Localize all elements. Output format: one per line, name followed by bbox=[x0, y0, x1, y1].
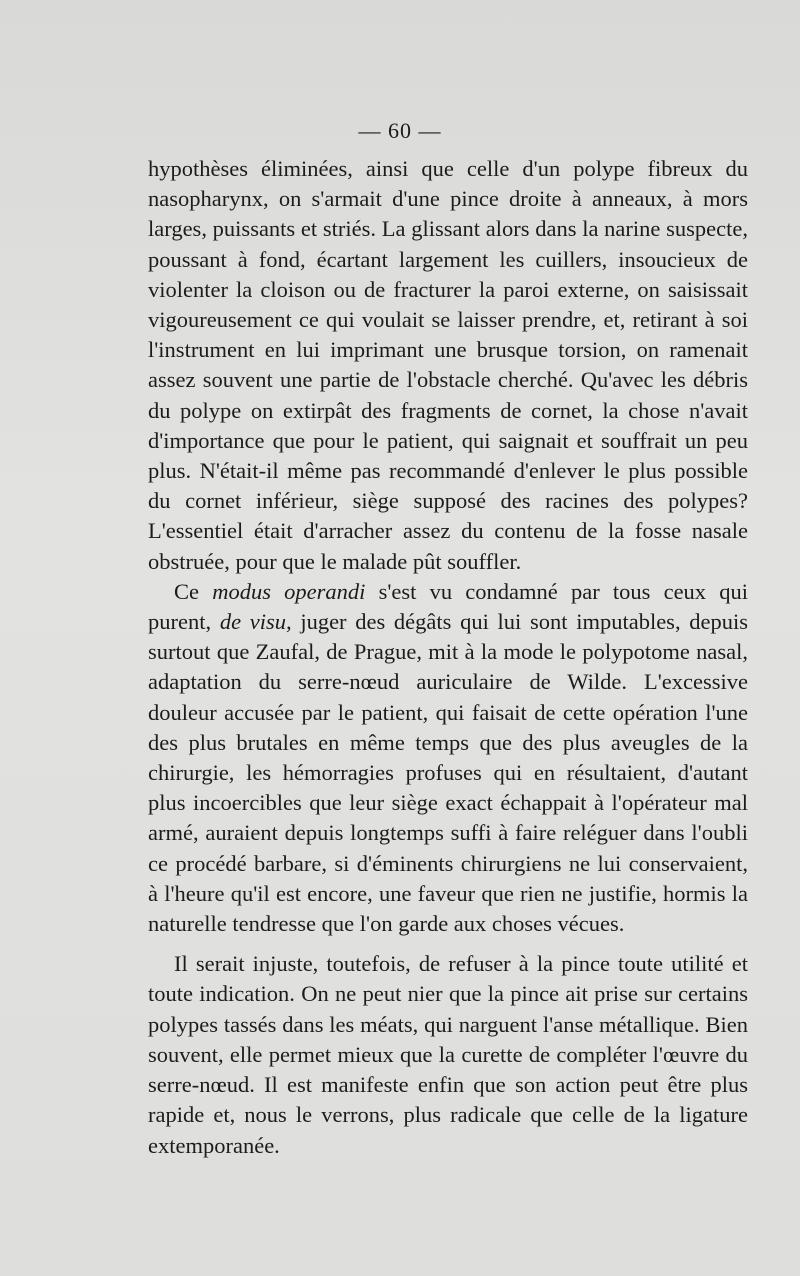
paragraph-2-italic-modus-operandi: modus operandi bbox=[212, 578, 366, 604]
paragraph-2-italic-de-visu: de visu, bbox=[219, 609, 292, 635]
paragraph-2-lead: Ce bbox=[174, 578, 213, 604]
paragraph-2-rest: juger des dégâts qui lui sont imputables, depuis surtout que Zaufal, de Prague, mit à la mode le polypotome nasal, adaptation du serre-nœud auriculaire de Wilde. L'excessive douleur accusée par le patient, qui faisait de cette opération l'une des plus brutales en même temps que des plus aveugles de la chirurgie, les hémorragies profuses qui en résultaient, d'autant plus incoercibles que leur siège exact échappait à l'opérateur mal armé, auraient depuis longtemps suffi à faire reléguer dans l'oubli ce procédé barbare, si d'éminents chirurgiens ne lui conservaient, à l'heure qu'il est encore, une faveur que rien ne justifie, hormis la naturelle tendresse que l'on garde aux choses vécues. bbox=[148, 609, 749, 937]
page-number: — 60 — bbox=[358, 118, 442, 143]
paragraph-2 bbox=[148, 577, 748, 939]
paragraph-3: Il serait injuste, toutefois, de refuser à la pince toute utilité et toute indication. On ne peut nier que la pince ait prise sur certains polypes tassés dans les méats, qui narguent l'anse métallique. Bien souvent, elle permet mieux que la curette de compléter l'œuvre du serre-nœud. Il est manifeste enfin que son action peut être plus rapide et, nous le verrons, plus radicale que celle de la ligature extemporanée. bbox=[148, 951, 748, 1158]
paragraph-1: hypothèses éliminées, ainsi que celle d'un polype fibreux du nasopharynx, on s'armait d'une pince droite à anneaux, à mors larges, puissants et striés. La glissant alors dans la narine suspecte, poussant à fond, écartant largement les cuillers, insoucieux de violenter la cloison ou de fracturer la paroi externe, on saisissait vigoureusement ce qui voulait se laisser prendre, et, retirant à soi l'instrument en lui imprimant une brusque torsion, on ramenait assez souvent une partie de l'obstacle cherché. Qu'avec les débris du polype on extirpât des fragments de cornet, la chose n'avait d'importance que pour le patient, qui saignait et souffrait un peu plus. N'était-il même pas recommandé d'enlever le plus possible du cornet inférieur, siège supposé des racines des polypes? L'essentiel était d'arracher assez du contenu de la fosse nasale obstruée, pour que le malade pût souffler. bbox=[148, 156, 748, 574]
body-text bbox=[148, 154, 748, 1161]
paragraph-2-mid: s'est vu condamné par tous ceux qui purent, bbox=[148, 578, 749, 635]
